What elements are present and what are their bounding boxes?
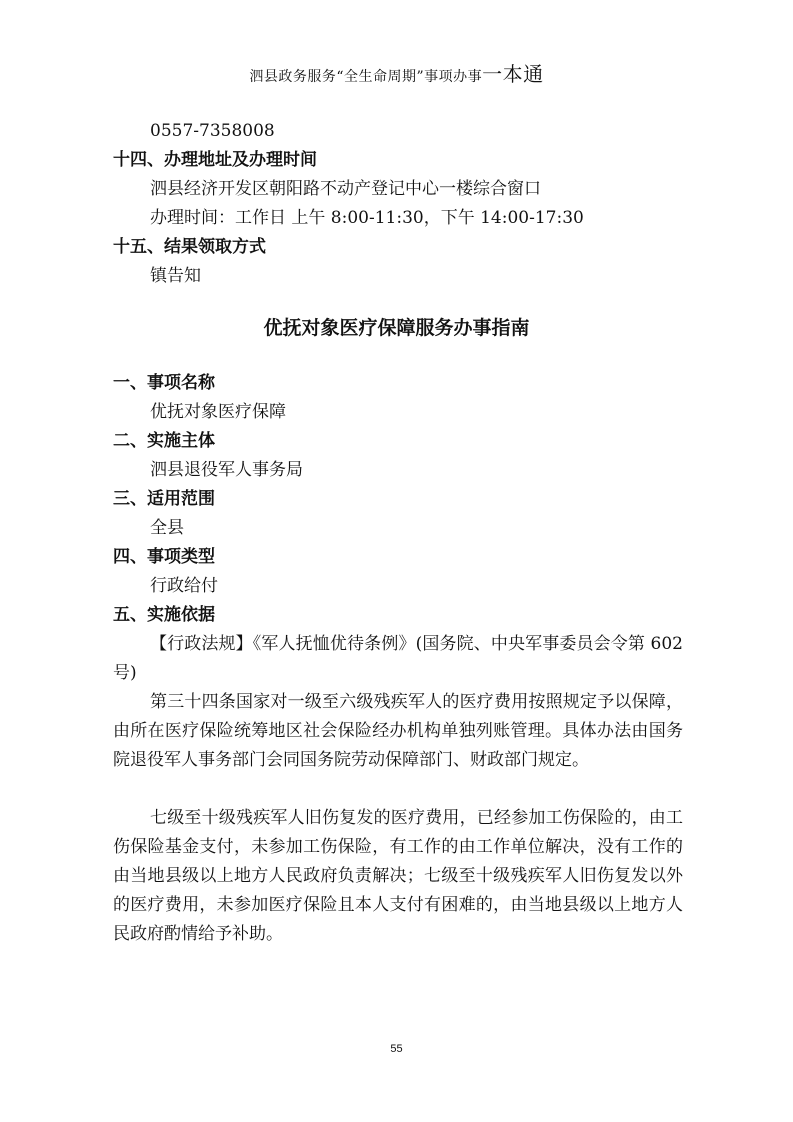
pickup-method: 镇告知 (150, 266, 201, 286)
page-header (0, 58, 793, 87)
header-emphasis: 一本通 (482, 62, 544, 86)
section-heading-5: 五、实施依据 (113, 605, 215, 625)
section-heading-3: 三、适用范围 (113, 489, 215, 509)
section-content-4: 行政给付 (150, 576, 218, 596)
header-text: 泗县政务服务“全生命周期”事项办事 (249, 69, 483, 85)
guide-title: 优抚对象医疗保障服务办事指南 (263, 317, 530, 339)
page-number: 55 (390, 1043, 403, 1055)
section-heading-14: 十四、办理地址及办理时间 (113, 150, 317, 170)
section-heading-2: 二、实施主体 (113, 431, 215, 451)
section-heading-15: 十五、结果领取方式 (113, 237, 266, 257)
section-heading-1: 一、事项名称 (113, 373, 215, 393)
service-address: 泗县经济开发区朝阳路不动产登记中心一楼综合窗口 (150, 179, 541, 199)
basis-level-7-10: 七级至十级残疾军人旧伤复发的医疗费用，已经参加工伤保险的，由工伤保险基金支付，未参加工伤保险，有工作的由工作单位解决，没有工作的由当地县级以上地方人民政府负责解决；七级至十级残疾军人旧伤复发以外的医疗费用，未参加医疗保险且本人支付有困难的，由当地县级以上地方人民政府酌情给予补助。 (113, 808, 683, 944)
section-content-1: 优抚对象医疗保障 (150, 402, 286, 422)
service-hours: 办理时间：工作日 上午 8:00-11:30，下午 14:00-17:30 (150, 208, 584, 228)
basis-article-34: 第三十四条国家对一级至六级残疾军人的医疗费用按照规定予以保障，由所在医疗保险统筹地区社会保险经办机构单独列账管理。具体办法由国务院退役军人事务部门会同国务院劳动保障部门、财政部门规定。 (113, 692, 683, 770)
section-heading-4: 四、事项类型 (113, 547, 215, 567)
section-content-3: 全县 (150, 518, 184, 538)
phone-number: 0557-7358008 (150, 121, 275, 141)
basis-regulation: 【行政法规】《军人抚恤优待条例》(国务院、中央军事委员会令第 602 号) (113, 634, 683, 683)
section-content-2: 泗县退役军人事务局 (150, 460, 303, 480)
